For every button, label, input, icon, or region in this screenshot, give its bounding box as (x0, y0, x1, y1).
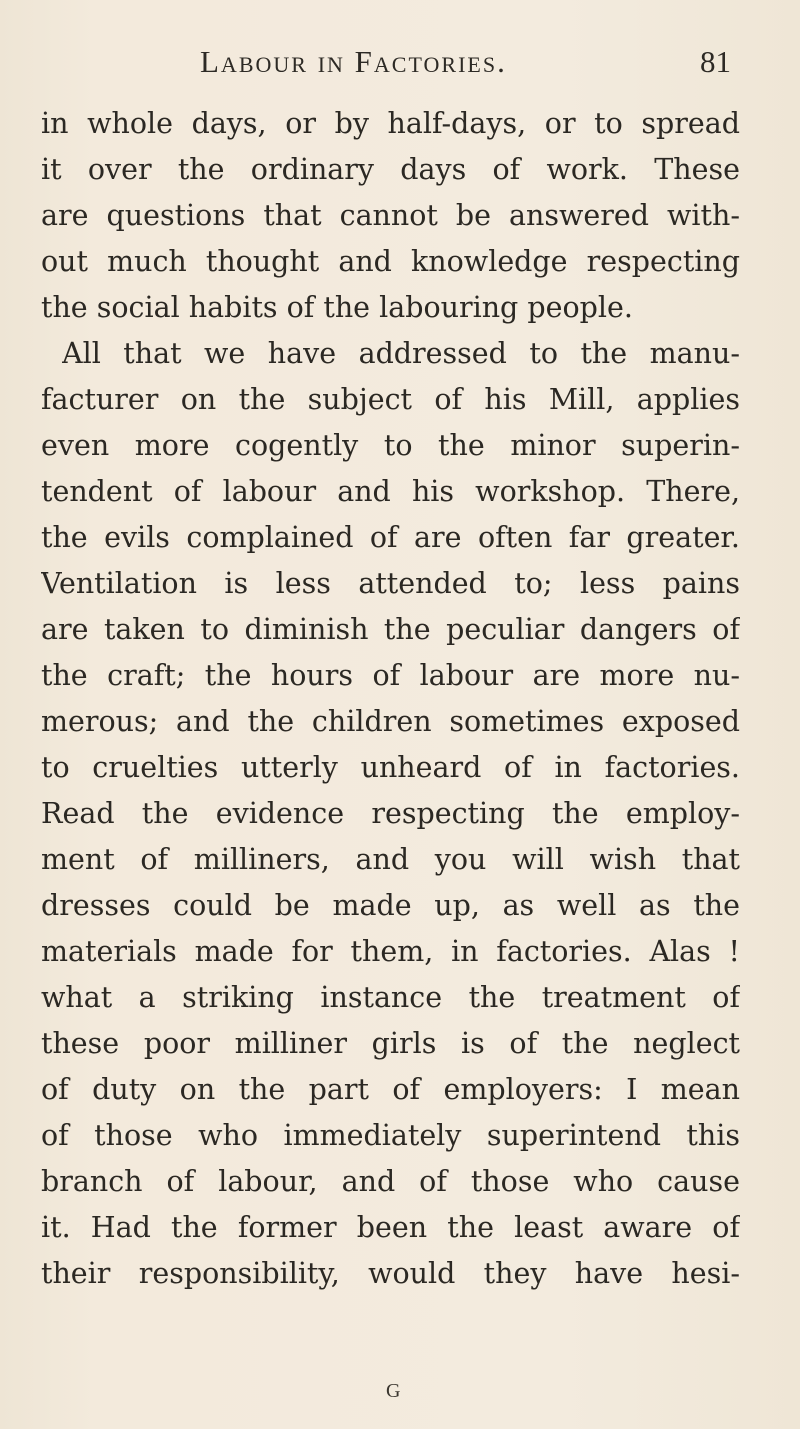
text-line: the social habits of the labouring people. (41, 291, 633, 324)
running-head: Labour in Factories. (200, 44, 507, 79)
page-number: 81 (700, 44, 731, 79)
text-line: materials made for them, in factories. Alas ! (41, 935, 740, 968)
text-line: of those who immediately superintend this (41, 1119, 740, 1152)
text-line: their responsibility, would they have hesi- (41, 1257, 740, 1290)
text-line: merous; and the children sometimes exposed (41, 705, 740, 738)
text-line: out much thought and knowledge respecting (41, 245, 740, 278)
text-line: Ventilation is less attended to; less pains (41, 567, 740, 600)
text-line: Read the evidence respecting the employ- (41, 797, 740, 830)
text-line: in whole days, or by half-days, or to spread (41, 107, 740, 140)
text-line: even more cogently to the minor superin- (41, 429, 740, 462)
signature-mark: G (386, 1380, 401, 1402)
text-line: the craft; the hours of labour are more nu- (41, 659, 740, 692)
text-line: are taken to diminish the peculiar dangers of (41, 613, 740, 646)
text-line: tendent of labour and his workshop. There, (41, 475, 740, 508)
text-line: the evils complained of are often far greater. (41, 521, 740, 554)
text-line: branch of labour, and of those who cause (41, 1165, 740, 1198)
text-line: facturer on the subject of his Mill, applies (41, 383, 740, 416)
text-line: to cruelties utterly unheard of in factories. (41, 751, 740, 784)
text-line: these poor milliner girls is of the neglect (41, 1027, 740, 1060)
text-line: ment of milliners, and you will wish that (41, 843, 740, 876)
text-line: it over the ordinary days of work. These (41, 153, 740, 186)
text-line: what a striking instance the treatment of (41, 981, 740, 1014)
text-line: All that we have addressed to the manu- (62, 337, 740, 370)
text-line: are questions that cannot be answered with- (41, 199, 740, 232)
text-line: dresses could be made up, as well as the (41, 889, 740, 922)
text-line: of duty on the part of employers: I mean (41, 1073, 740, 1106)
text-line: it. Had the former been the least aware of (41, 1211, 740, 1244)
